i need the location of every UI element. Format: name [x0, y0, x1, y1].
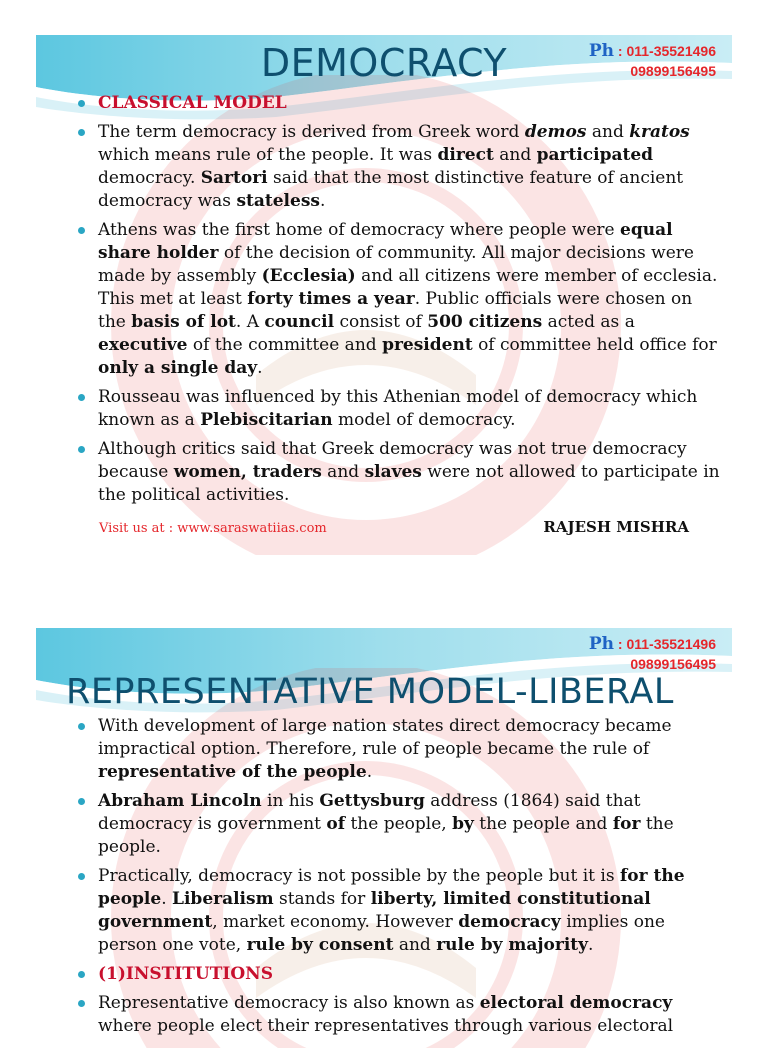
bullet-point: Rousseau was influenced by this Athenian model of democracy which known as a Plebiscitarian model of democracy.: [80, 386, 720, 432]
phone-number-2: 09899156495: [630, 656, 716, 672]
slide-title: REPRESENTATIVE MODEL-LIBERAL: [66, 672, 674, 712]
phone-number-1: 011-35521496: [626, 43, 716, 59]
slide-representative-model: [36, 628, 732, 1048]
author-name: RAJESH MISHRA: [543, 518, 689, 536]
bullet-list: [80, 715, 720, 1044]
phone-number-1: 011-35521496: [626, 636, 716, 652]
bullet-point: With development of large nation states direct democracy became impractical option. Therefore, rule of people became the rule of representative of the people.: [80, 715, 720, 784]
bullet-point: Although critics said that Greek democracy was not true democracy because women, traders and slaves were not allowed to participate in the political activities.: [80, 438, 720, 507]
phone-number-2: 09899156495: [630, 63, 716, 79]
bullet-point: Athens was the first home of democracy where people were equal share holder of the decision of community. All major decisions were made by assembly (Ecclesia) and all citizens were member of ecclesia. This met at least forty times a year. Public officials were chosen on the basis of lot. A council consist of 500 citizens acted as a executive of the committee and president of committee held office for only a single day.: [80, 219, 720, 380]
slide-democracy: [36, 35, 732, 555]
ph-label: Ph: [588, 41, 614, 61]
slide-title: DEMOCRACY: [260, 41, 508, 85]
website-link[interactable]: Visit us at : www.saraswatiias.com: [99, 521, 327, 536]
section-heading: (1)INSTITUTIONS: [80, 963, 720, 986]
ph-label: Ph: [588, 634, 614, 654]
bullet-point: Representative democracy is also known as electoral democracy where people elect their representatives through various electoral: [80, 992, 720, 1038]
section-heading: CLASSICAL MODEL: [80, 92, 720, 115]
bullet-list: [80, 92, 720, 513]
bullet-point: Abraham Lincoln in his Gettysburg address (1864) said that democracy is government of the people, by the people and for the people.: [80, 790, 720, 859]
contact-phone: Ph : 011-35521496 09899156495: [588, 634, 716, 672]
bullet-point: The term democracy is derived from Greek word demos and kratos which means rule of the people. It was direct and participated democracy. Sartori said that the most distinctive feature of ancient democracy was stateless.: [80, 121, 720, 213]
contact-phone: Ph : 011-35521496 09899156495: [588, 41, 716, 79]
bullet-point: Practically, democracy is not possible by the people but it is for the people. Liberalism stands for liberty, limited constitutional government, market economy. However democracy implies one person one vote, rule by consent and rule by majority.: [80, 865, 720, 957]
